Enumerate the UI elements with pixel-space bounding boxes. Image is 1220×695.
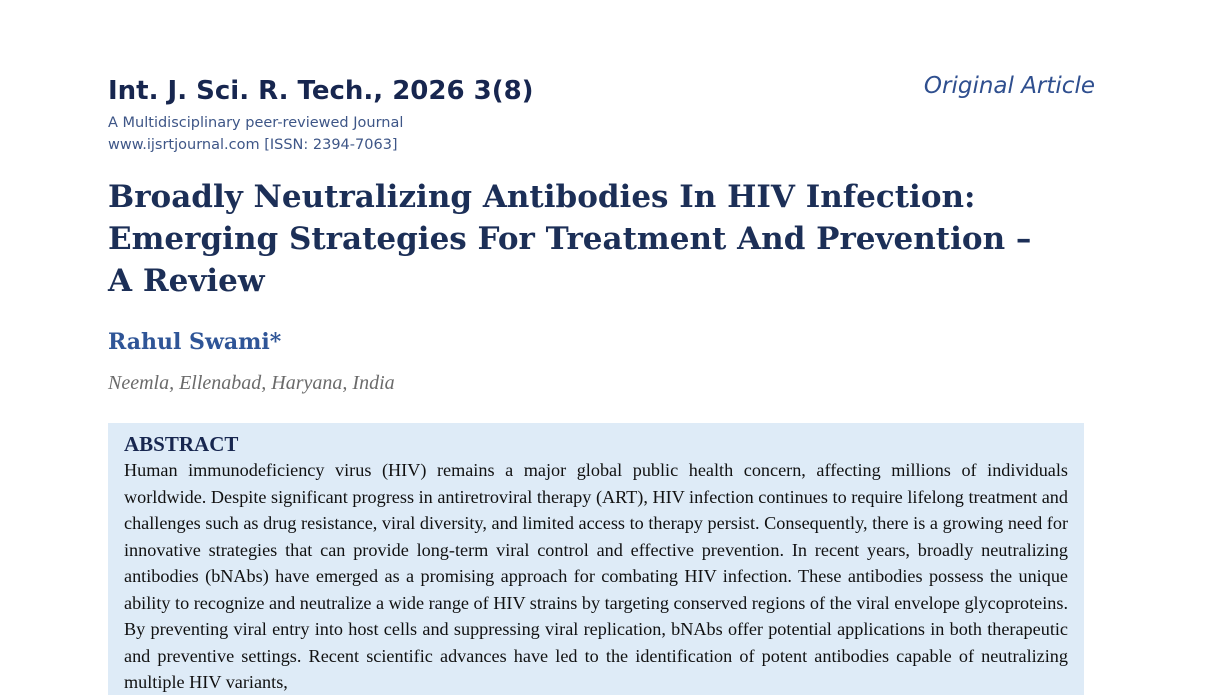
author-name: Rahul Swami*: [108, 329, 282, 355]
journal-website-issn: www.ijsrtjournal.com [ISSN: 2394-7063]: [108, 137, 398, 153]
abstract-section: [108, 423, 1084, 695]
article-type-label: Original Article: [923, 73, 1095, 99]
paper-title: Broadly Neutralizing Antibodies In HIV Infection: Emerging Strategies For Treatment And Prevention – A Review: [108, 179, 1032, 299]
journal-title: Int. J. Sci. R. Tech., 2026 3(8): [108, 76, 534, 106]
abstract-text: Human immunodeficiency virus (HIV) remains a major global public health concern, affecting millions of individuals worldwide. Despite significant progress in antiretroviral therapy (ART), HIV infection continues to require lifelong treatment and challenges such as drug resistance, viral diversity, and limited access to therapy persist. Consequently, there is a growing need for innovative strategies that can provide long-term viral control and effective prevention. In recent years, broadly neutralizing antibodies (bNAbs) have emerged as a promising approach for combating HIV infection. These antibodies possess the unique ability to recognize and neutralize a wide range of HIV strains by targeting conserved regions of the viral envelope glycoproteins. By preventing viral entry into host cells and suppressing viral replication, bNAbs offer potential applications in both therapeutic and preventive settings. Recent scientific advances have led to the identification of potent antibodies capable of neutralizing multiple HIV variants,: [124, 460, 1068, 692]
journal-subtitle: A Multidisciplinary peer-reviewed Journal: [108, 115, 404, 131]
author-affiliation: Neemla, Ellenabad, Haryana, India: [108, 372, 395, 394]
abstract-heading: ABSTRACT: [124, 432, 239, 456]
